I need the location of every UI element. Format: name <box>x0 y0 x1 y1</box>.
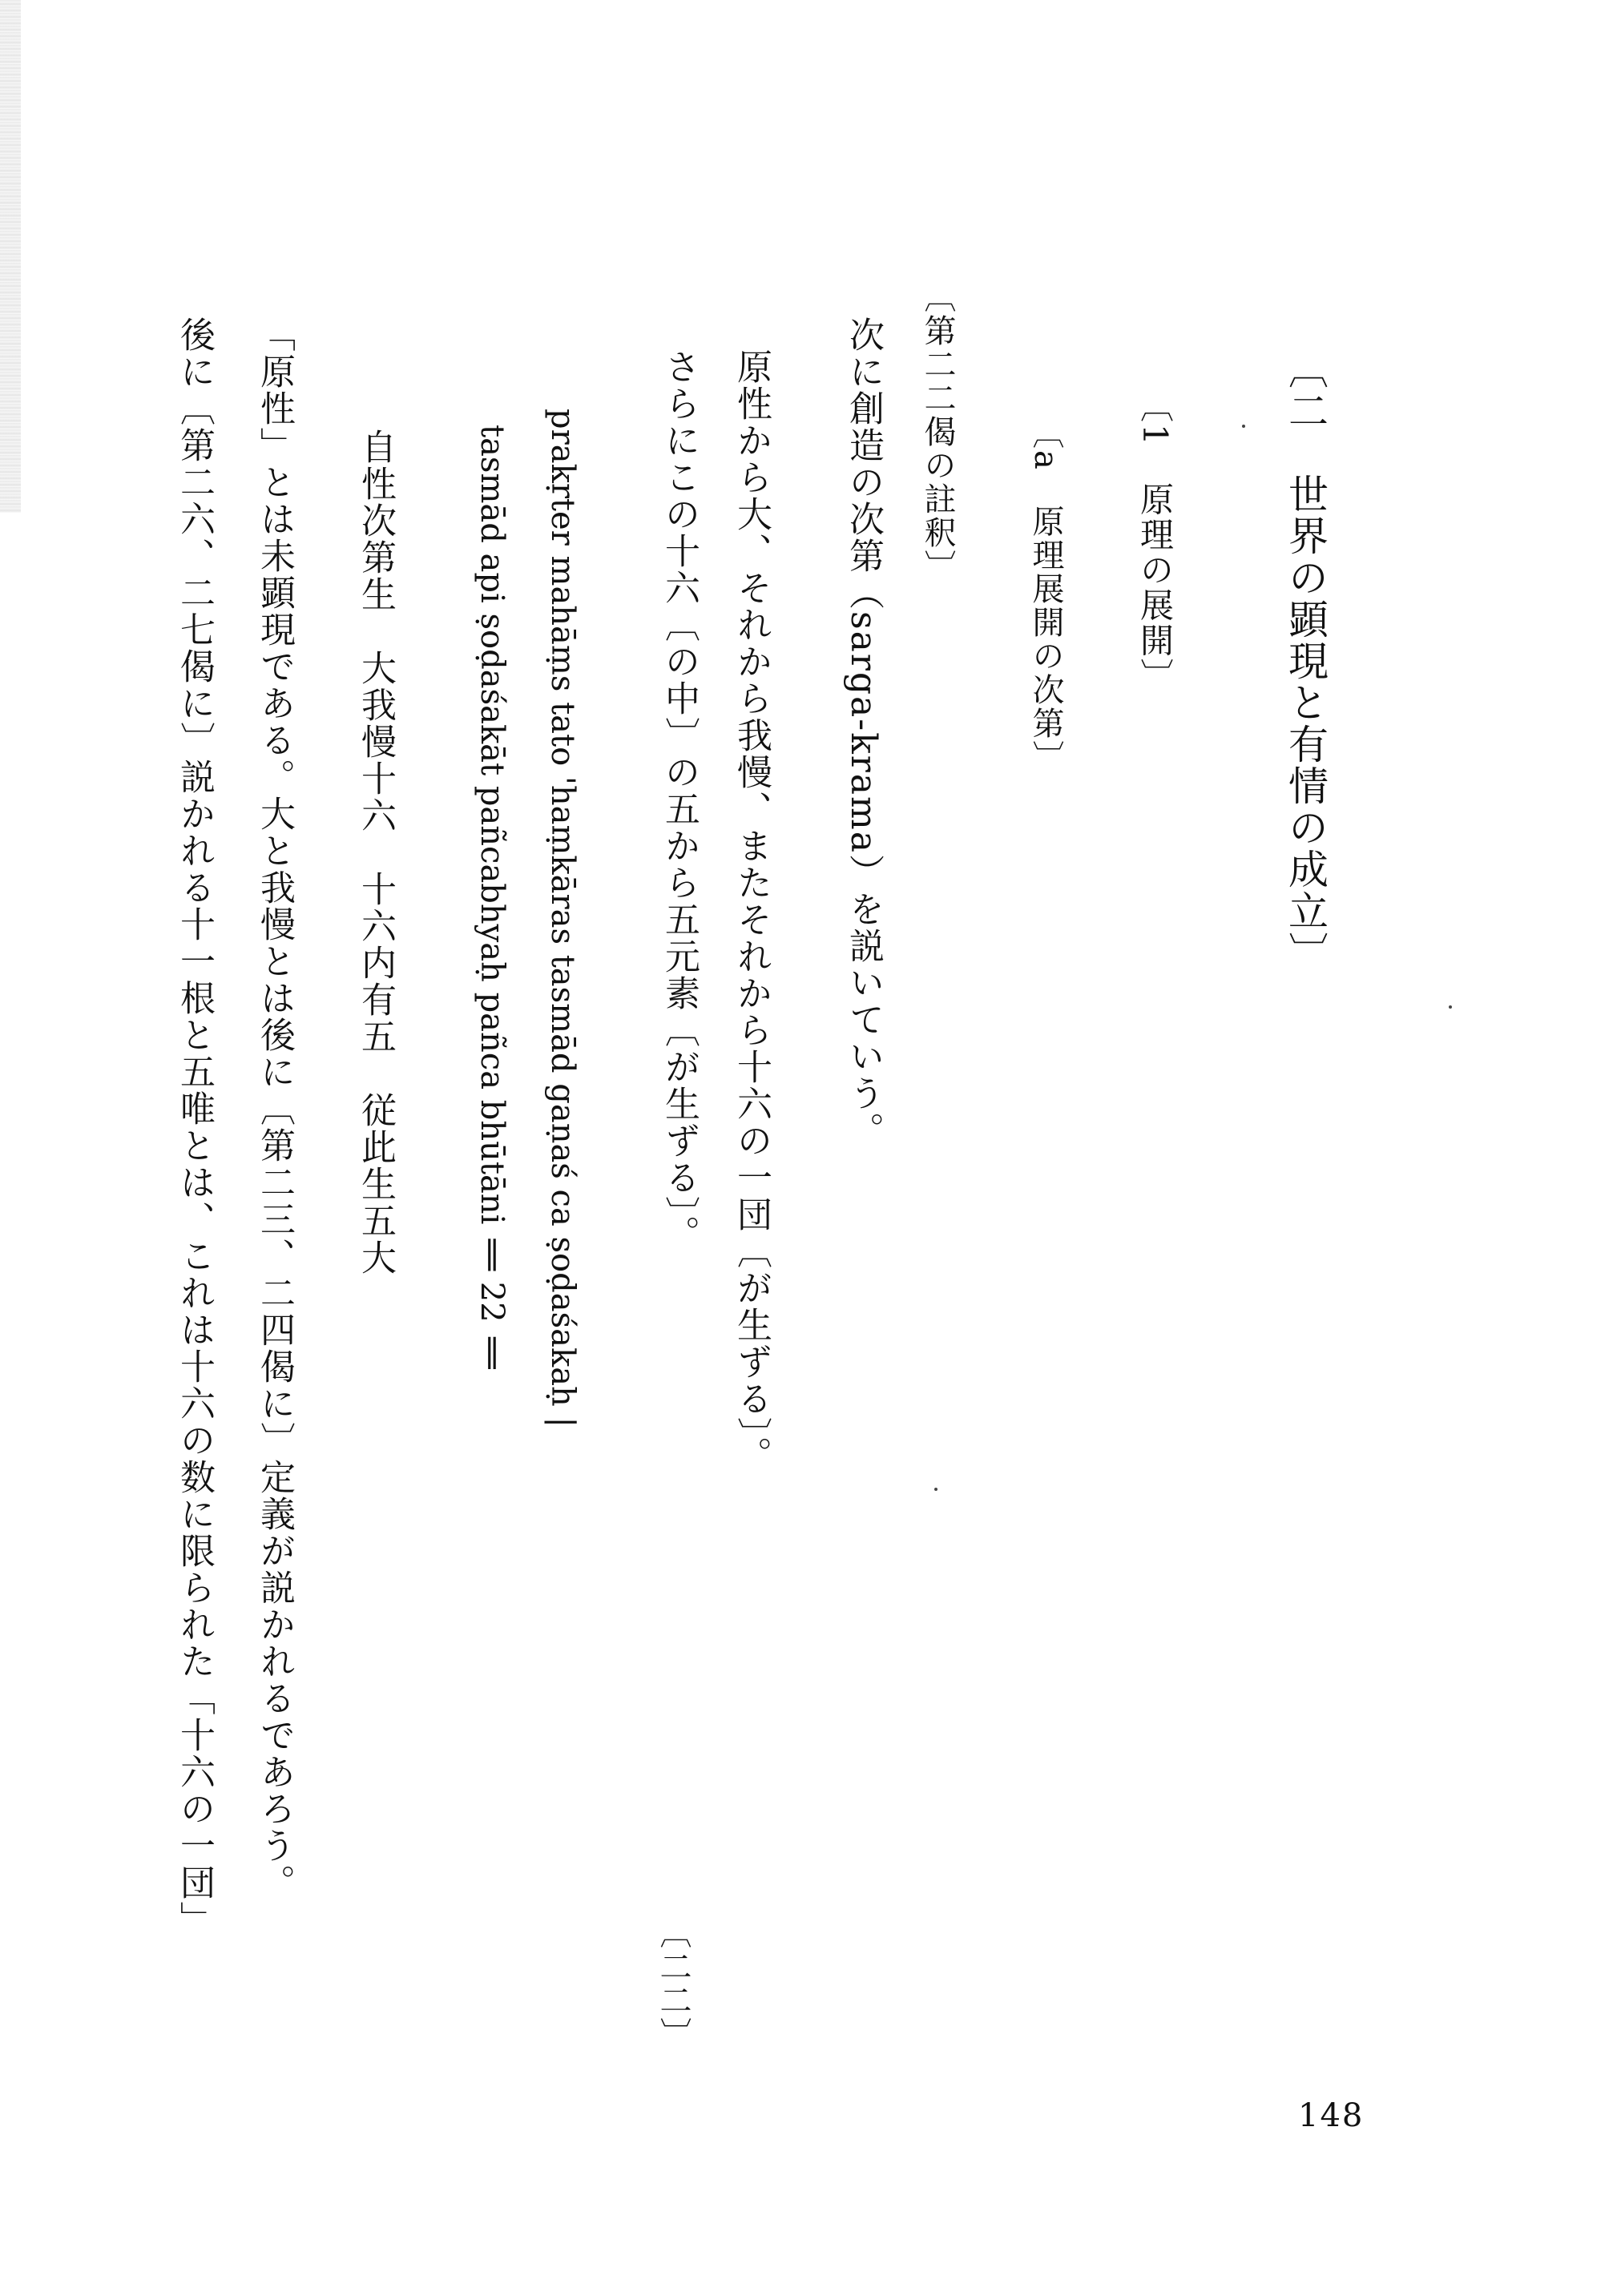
scan-speck <box>1449 1005 1452 1009</box>
verse-translation-line-2: さらにこの十六〔の中〕の五から五元素〔が生ずる〕。 <box>659 348 700 1252</box>
subsection-heading: 〔a 原理展開の次第〕 <box>1027 417 1064 774</box>
verse-number: 〔二二〕 <box>655 1916 692 2051</box>
verse-translation-line-1: 原性から大、それから我慢、またそれから十六の一団〔が生ずる〕。 <box>731 348 772 1473</box>
scan-speck <box>1242 425 1245 428</box>
section-heading: 〔1 原理の展開〕 <box>1135 389 1175 694</box>
scan-speck <box>934 1488 938 1491</box>
sanskrit-line-2: tasmād api ṣoḍaśakāt pañcabhyaḥ pañca bhūtāni ‖ 22 ‖ <box>474 425 510 1370</box>
scan-edge <box>0 0 21 513</box>
page-number: 148 <box>1298 2097 1365 2134</box>
chinese-verse: 自性次第生 大我慢十六 十六内有五 従此生五大 <box>355 429 396 1276</box>
sanskrit-line-1: prakṛter mahāṃs tato 'haṃkāras tasmād gaṇaś ca ṣoḍaśakaḥ | <box>544 409 581 1428</box>
paragraph-intro: 次に創造の次第（sarga-krama）を説いていう。 <box>843 316 884 1149</box>
chapter-heading: 〔二 世界の顕現と有情の成立〕 <box>1282 348 1329 973</box>
explanation-line-1: 「原性」とは未顕現である。大と我慢とは後に〔第二三、二四偈に〕定義が説かれるであろう。 <box>254 316 295 1901</box>
commentary-label: 〔第二二偈の註釈〕 <box>919 280 956 583</box>
explanation-line-2: 後に〔第二六、二七偈に〕説かれる十一根と五唯とは、これは十六の数に限られた「十六の一団」 <box>174 316 215 1938</box>
